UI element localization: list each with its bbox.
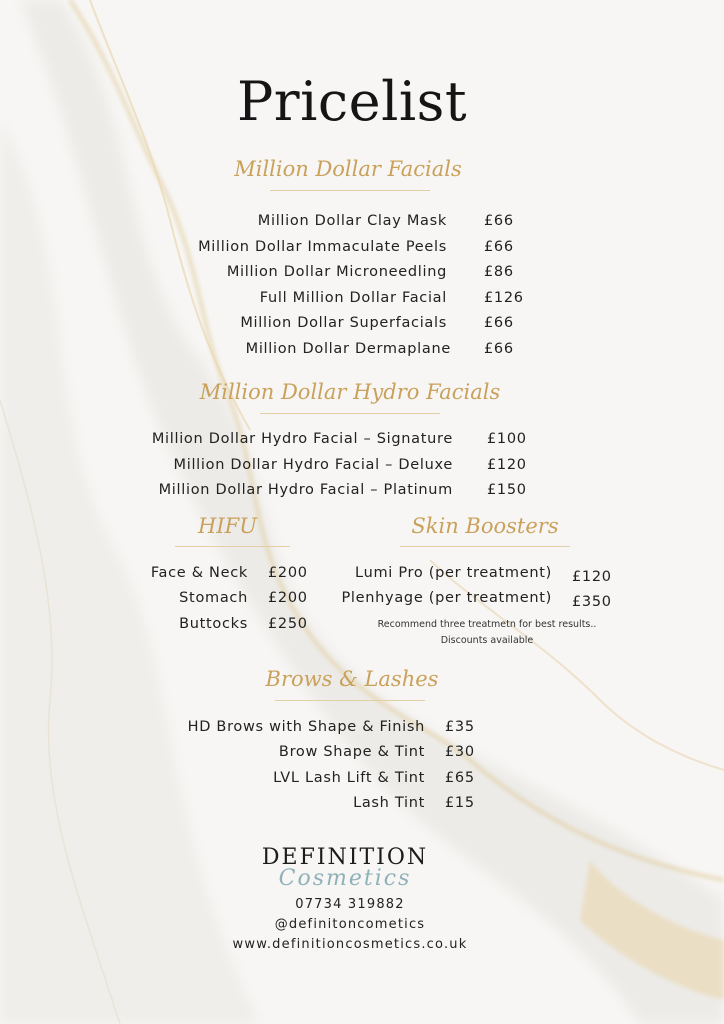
hydro-item-name: Million Dollar Hydro Facial – Platinum bbox=[158, 482, 453, 498]
divider bbox=[275, 700, 425, 701]
booster-item-name: Plenhyage (per treatment) bbox=[341, 590, 552, 606]
facial-item-price: £66 bbox=[484, 341, 514, 357]
section-heading-hifu: HIFU bbox=[198, 514, 257, 538]
booster-discount-note: Discounts available bbox=[440, 635, 534, 646]
hifu-item-name: Face & Neck bbox=[150, 565, 248, 581]
brow-item-price: £35 bbox=[445, 719, 475, 735]
brow-item-price: £15 bbox=[445, 795, 475, 811]
facial-item-name: Million Dollar Superfacials bbox=[240, 315, 447, 331]
facial-item-name: Million Dollar Clay Mask bbox=[257, 213, 447, 229]
facial-item-name: Million Dollar Immaculate Peels bbox=[198, 239, 447, 255]
contact-website: www.definitioncosmetics.co.uk bbox=[232, 937, 468, 952]
hydro-item-price: £120 bbox=[487, 457, 527, 473]
booster-item-price: £120 bbox=[572, 569, 612, 585]
contact-social-handle: @definitoncometics bbox=[274, 917, 426, 932]
hydro-item-price: £150 bbox=[487, 482, 527, 498]
section-heading-facials: Million Dollar Facials bbox=[234, 157, 462, 181]
facial-item-name: Million Dollar Microneedling bbox=[226, 264, 447, 280]
facial-item-price: £66 bbox=[484, 213, 514, 229]
booster-item-name: Lumi Pro (per treatment) bbox=[355, 565, 552, 581]
brow-item-name: LVL Lash Lift & Tint bbox=[273, 770, 425, 786]
facial-item-price: £66 bbox=[484, 315, 514, 331]
divider bbox=[260, 413, 440, 414]
hifu-item-name: Buttocks bbox=[179, 616, 248, 632]
section-heading-hydro: Million Dollar Hydro Facials bbox=[199, 380, 501, 404]
facial-item-price: £126 bbox=[484, 290, 524, 306]
hifu-item-price: £200 bbox=[268, 565, 308, 581]
section-heading-skin-boosters: Skin Boosters bbox=[411, 514, 559, 538]
contact-phone: 07734 319882 bbox=[295, 897, 405, 912]
hydro-item-price: £100 bbox=[487, 431, 527, 447]
hifu-item-name: Stomach bbox=[179, 590, 248, 606]
divider bbox=[175, 546, 290, 547]
hifu-item-price: £250 bbox=[268, 616, 308, 632]
facial-item-name: Full Million Dollar Facial bbox=[259, 290, 447, 306]
brow-item-price: £65 bbox=[445, 770, 475, 786]
brow-item-price: £30 bbox=[445, 744, 475, 760]
facial-item-name: Million Dollar Dermaplane bbox=[245, 341, 451, 357]
brand-logo-script: Cosmetics bbox=[278, 866, 412, 891]
divider bbox=[400, 546, 570, 547]
facial-item-price: £66 bbox=[484, 239, 514, 255]
hydro-item-name: Million Dollar Hydro Facial – Signature bbox=[151, 431, 453, 447]
brow-item-name: HD Brows with Shape & Finish bbox=[187, 719, 425, 735]
brand-logo-wordmark: DEFINITION bbox=[261, 845, 429, 870]
booster-item-price: £350 bbox=[572, 594, 612, 610]
hifu-item-price: £200 bbox=[268, 590, 308, 606]
booster-note: Recommend three treatmetn for best results.. bbox=[377, 619, 597, 630]
divider bbox=[270, 190, 430, 191]
facial-item-price: £86 bbox=[484, 264, 514, 280]
hydro-item-name: Million Dollar Hydro Facial – Deluxe bbox=[173, 457, 453, 473]
section-heading-brows-lashes: Brows & Lashes bbox=[265, 667, 439, 691]
page-title: Pricelist bbox=[236, 70, 468, 133]
brow-item-name: Lash Tint bbox=[353, 795, 425, 811]
brow-item-name: Brow Shape & Tint bbox=[278, 744, 425, 760]
